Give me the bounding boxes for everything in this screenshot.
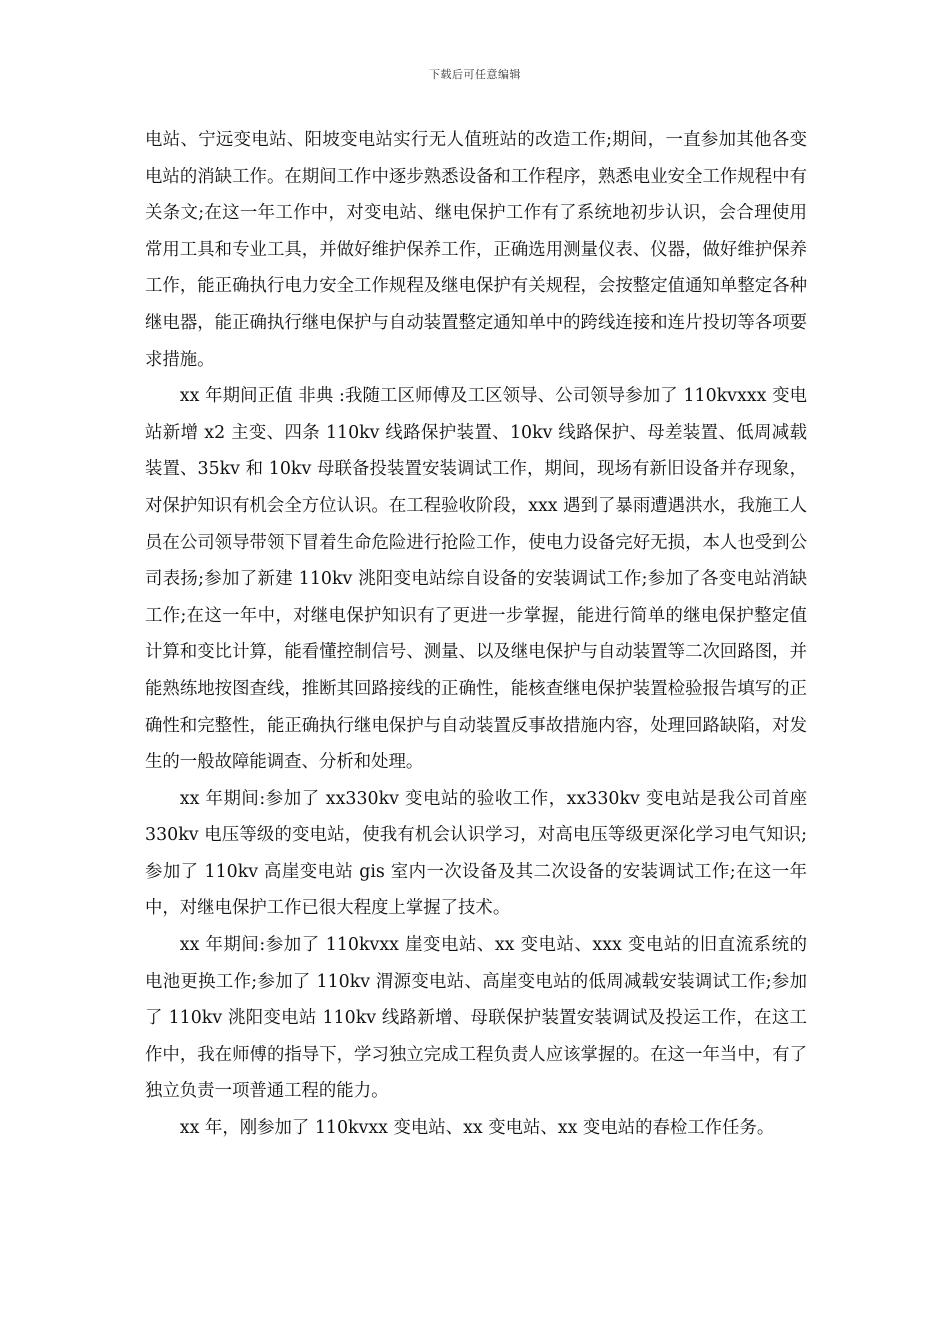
document-body bbox=[145, 122, 807, 1147]
paragraph-year-330kv: xx 年期间:参加了 xx330kv 变电站的验收工作，xx330kv 变电站是我公司首座 330kv 电压等级的变电站，使我有机会认识学习，对高电压等级更深化学习电气知识;参加了 110kv 高崖变电站 gis 室内一次设备及其二次设备的安装调试工作;在这一年中，对继电保护工作已很大程度上掌握了技术。 bbox=[145, 788, 807, 919]
paragraph-continuation: 电站、宁远变电站、阳坡变电站实行无人值班站的改造工作;期间，一直参加其他各变电站的消缺工作。在期间工作中逐步熟悉设备和工作程序，熟悉电业安全工作规程中有关条文;在这一年工作中，对变电站、继电保护工作有了系统地初步认识，会合理使用常用工具和专业工具，并做好维护保养工作，正确选用测量仪表、仪器，做好维护保养工作，能正确执行电力安全工作规程及继电保护有关规程，会按整定值通知单整定各种继电器，能正确执行继电保护与自动装置整定通知单中的跨线连接和连片投切等各项要求措施。 bbox=[145, 130, 807, 370]
paragraph-year-spring-check: xx 年，刚参加了 110kvxx 变电站、xx 变电站、xx 变电站的春检工作任务。 bbox=[179, 1118, 775, 1139]
paragraph-year-sars: xx 年期间正值 非典 :我随工区师傅及工区领导、公司领导参加了 110kvxxx 变电站新增 x2 主变、四条 110kv 线路保护装置、10kv 线路保护、母差装置、低周减载装置、35kv 和 10kv 母联备投装置安装调试工作，期间，现场有新旧设备并存现象，对保护知识有机会全方位认识。在工程验收阶段，xxx 遇到了暴雨遭遇洪水，我施工人员在公司领导带领下冒着生命危险进行抢险工作，使电力设备完好无损，本人也受到公司表扬;参加了新建 110kv 洮阳变电站综自设备的安装调试工作;参加了各变电站消缺工作;在这一年中，对继电保护知识有了更进一步掌握，能进行简单的继电保护整定值计算和变比计算，能看懂控制信号、测量、以及继电保护与自动装置等二次回路图，并能熟练地按图查线，推断其回路接线的正确性，能核查继电保护装置检验报告填写的正确性和完整性，能正确执行继电保护与自动装置反事故措施内容，处理回路缺陷，对发生的一般故障能调查、分析和处理。 bbox=[145, 386, 807, 773]
page-header: 下载后可任意编辑 bbox=[429, 68, 521, 81]
paragraph-year-battery: xx 年期间:参加了 110kvxx 崖变电站、xx 变电站、xxx 变电站的旧直流系统的电池更换工作;参加了 110kv 渭源变电站、高崖变电站的低周减载安装调试工作;参加了 110kv 洮阳变电站 110kv 线路新增、母联保护装置安装调试及投运工作，在这工作中，我在师傅的指导下，学习独立完成工程负责人应该掌握的。在这一年当中，有了独立负责一项普通工程的能力。 bbox=[145, 935, 807, 1102]
